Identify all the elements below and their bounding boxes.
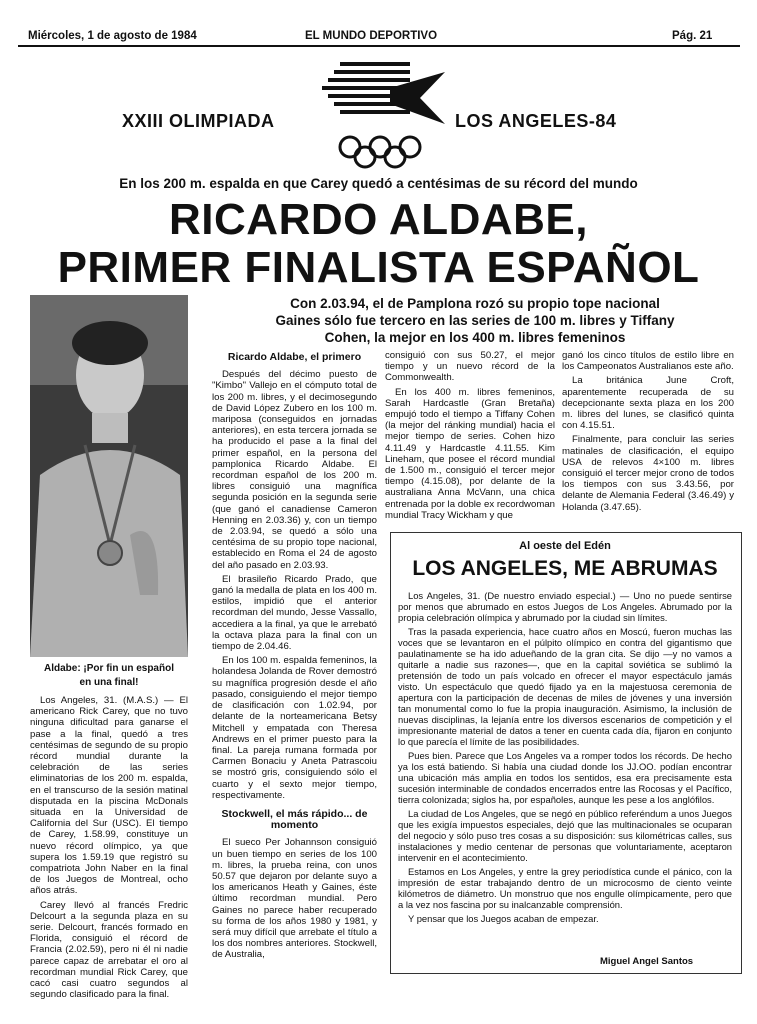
col2-paragraph: El brasileño Ricardo Prado, que ganó la medalla de plata en los 400 m. estilos, impidió que el anterior recordman del mundo, Jesse Vassallo, accediera a la final, ya que le arrebató la octava plaza para la final con un tiempo de 2.04.46.: [212, 573, 377, 653]
col4-paragraph: Finalmente, para concluir las series matinales de clasificación, el equipo USA de relevos 4×100 m. libres consiguió el tercer mejor crono de todos los tiempos con sus 3.43.56, por delante de Alemania Federal (3.46.49) y Holanda (3.47.65).: [562, 434, 734, 513]
box-paragraph: Estamos en Los Angeles, y entre la grey periodística cunde el pánico, con la impresión de estar trabajando dentro de un microcosmo de ciento veinte kilómetros de diámetro. Un monstruo que nos engulle olímpicamente, pero que a la vez nos fascina por su inalcanzable comprensión.: [398, 866, 732, 910]
subhead-line-3: Cohen, la mejor en los 400 m. libres femeninos: [324, 330, 626, 345]
photo-caption: [30, 662, 188, 690]
caption-line-2: en una final!: [79, 677, 139, 688]
subhead-line-1: Con 2.03.94, el de Pamplona rozó su propio tope nacional: [290, 296, 660, 311]
section-title-aldabe: Ricardo Aldabe, el primero: [227, 351, 362, 363]
header-rule: [18, 45, 740, 47]
box-title: LOS ANGELES, ME ABRUMAS: [412, 557, 718, 580]
column-2: [212, 350, 377, 964]
box-paragraph: Pues bien. Parece que Los Angeles va a romper todos los récords. De hecho ya los está batiendo. Si había una ciudad donde los JJ.OO. podían encontrar una ubicación más amplia en todos los sentidos, esa era precisamente esta sucesión interminable de condados encerrados entre las Rocosas y el Pacífico, tierra colonizada; siglos ha, por españoles, aunque les pese a los anglófilos.: [398, 750, 732, 805]
box-kicker: Al oeste del Edén: [519, 540, 611, 552]
col3-paragraph: En los 400 m. libres femeninos, Sarah Hardcastle (Gran Bretaña) empujó todo el tiempo a Tiffany Cohen (la mejor del ránking mundial) hacia el mejor tiempo de series. Cohen hizo 4.11.49 y Hardcastle 4.11.55. Kim Lineham, que posee el récord mundial de 1.500 m., consiguió el tercer mejor tiempo (4.15.08), por delante de la australiana Anna McVann, una chica entrenada por la doble ex recordwoman mundial Tracy Wickham y que: [385, 386, 555, 521]
logo-text-los-angeles: LOS ANGELES-84: [455, 111, 617, 131]
subhead-line-2: Gaines sólo fue tercero en las series de 100 m. libres y Tiffany: [275, 313, 675, 328]
date-line: Miércoles, 1 de agosto de 1984: [28, 30, 197, 42]
box-paragraph: Tras la pasada experiencia, hace cuatro años en Moscú, fueron muchas las voces que se levantaron en el púlpito olímpico en contra del gigantismo que paulatinamente se ha ido adueñando de la gran cita. Se dijo —y no vamos a quitarle a nadie sus razones—, que en la capital soviética se sublimó la pretensión de todo un país volcado en ofrecer el mayor espectáculo jamás visto. Un espectáculo que quedó fijado ya en la majestuosa ceremonia de apertura con la participación de decenas de miles de jóvenes y una inversión tan monumental como lo fue la propia inauguración. Asimismo, la inclusión de nuevas disciplinas, la lejanía entre los diversos escenarios de competición y el impresionante material de datos a tener en cuenta cada día, fijaron en conjunto lo que parecía el límite de las posibilidades.: [398, 626, 732, 747]
headline-line-2: PRIMER FINALISTA ESPAÑOL: [57, 243, 700, 292]
box-paragraph: La ciudad de Los Angeles, que se negó en público referéndum a unos Juegos que les exigía impuestos especiales, dejó que las multinacionales se ocuparan del negocio y sólo puso tres cosas a su disposición: sus kilométricas calles, sus instalaciones y medio centenar de personas que voluntariamente, aceptaron intervenir en el acontecimiento.: [398, 808, 732, 863]
section-title-stockwell: Stockwell, el más rápido... de momento: [221, 807, 368, 832]
col3-paragraph: consiguió con sus 50.27, el mejor tiempo y un nuevo récord de la Commonwealth.: [385, 350, 555, 384]
stars-in-motion-icon: [320, 58, 450, 130]
col4-paragraph: La británica June Croft, aparentemente recuperada de su decepcionante sexta plaza en los 200 m. libres del lunes, se clasificó quinta con 4.15.51.: [562, 375, 734, 432]
kicker: En los 200 m. espalda en que Carey quedó a centésimas de su récord del mundo: [119, 176, 638, 191]
column-4: [562, 350, 734, 516]
page-number: Pág. 21: [672, 30, 713, 42]
col2-paragraph: Después del décimo puesto de "Kimbo" Vallejo en el cómputo total de los 200 m. libres, y el decimosegundo de David López Zubero en los 100 m. mariposa (conseguidos en jornadas anteriores), en esta tercera jornada se ha producido el pase a la final del primer español, en la persona del pamplonica Ricardo Aldabe. El recordman español de los 200 m. libres consiguió una magnífica segunda posición en la segunda serie (que ganó el canadiense Cameron Henning en 2.03.36) y, con un tiempo de 2.03.94, se quedó a sólo una centésima de su propio tope nacional, establecido en Roma el 24 de agosto del año pasado en 2.03.93.: [212, 369, 377, 571]
column-3: [385, 350, 555, 524]
col1-paragraph: Los Angeles, 31. (M.A.S.) — El americano Rick Carey, que no tuvo ninguna dificultad para ganarse el pase a la final, quedó a tres centésimas de segundo de su propio récord mundial durante la celebración de las series eliminatorias de los 200 m. espalda, en el transcurso de la sesión matinal disputada en la piscina McDonals situada en la Universidad de California del Sur (USC). El tiempo de Carey, 1.58.99, constituye un nuevo récord olímpico, ya que supera los 1.59.19 que registró su compatriota John Naber en la final de los Juegos de Montreal, ocho años atrás.: [30, 695, 188, 897]
caption-line-1: Aldabe: ¡Por fin un español: [43, 663, 174, 674]
box-body: [398, 590, 732, 927]
col2-paragraph: En los 100 m. espalda femeninos, la holandesa Jolanda de Rover demostró su magnífica progresión desde el año pasado, consiguiendo el mejor tiempo de clasificación con 1.02.94, por delante de la norteamericana Betsy Mitchell y empatada con Theresa Andrews en el primer puesto para la final. La pareja rumana formada por Carmen Bonaciu y Aneta Patrascoiu se mostró gris, consiguiendo sólo el cuarto y el sexto mejor tiempo, respectivamente.: [212, 655, 377, 801]
logo-text-olimpiada: XXIII OLIMPIADA: [122, 111, 275, 131]
byline: Miguel Angel Santos: [600, 956, 694, 967]
newspaper-name: EL MUNDO DEPORTIVO: [305, 30, 438, 42]
box-paragraph: Y pensar que los Juegos acaban de empezar.: [408, 913, 599, 924]
col4-paragraph: ganó los cinco títulos de estilo libre en los Campeonatos Australianos este año.: [562, 350, 734, 373]
swimmer-photo: [30, 295, 188, 657]
box-paragraph: Los Angeles, 31. (De nuestro enviado especial.) — Uno no puede sentirse por menos que abrumado en estos Juegos de Los Angeles. Abrumado por la propia celebración olímpica y abrumado por la ciudad sin límites.: [398, 590, 732, 623]
headline-line-1: RICARDO ALDABE,: [169, 195, 588, 244]
olympic-rings-icon: [335, 135, 425, 171]
col2-paragraph: El sueco Per Johannson consiguió un buen tiempo en series de los 100 m. libres, la prueba reina, con unos 50.57 que dejaron por delante suyo a los americanos Heath y Gaines, éste último recordman mundial. Pero Gaines no parece haber recuperado su forma de los años 1980 y 1981, y será muy difícil que arrebate el título a los dos nombres anteriores. Stockwell, de Australia,: [212, 837, 377, 961]
column-1: [30, 695, 188, 1003]
col1-paragraph: Carey llevó al francés Fredric Delcourt a la segunda plaza en su serie. Delcourt, francés formado en Florida, consiguió el récord de Francia (2.02.59), pero ni él ni nadie parece capaz de arrebatar el oro al recordman mundial Rick Carey, que cacó casi cuatro segundos al segundo clasificado para la final.: [30, 899, 188, 1001]
swimmer-silhouette-icon: [30, 295, 188, 657]
